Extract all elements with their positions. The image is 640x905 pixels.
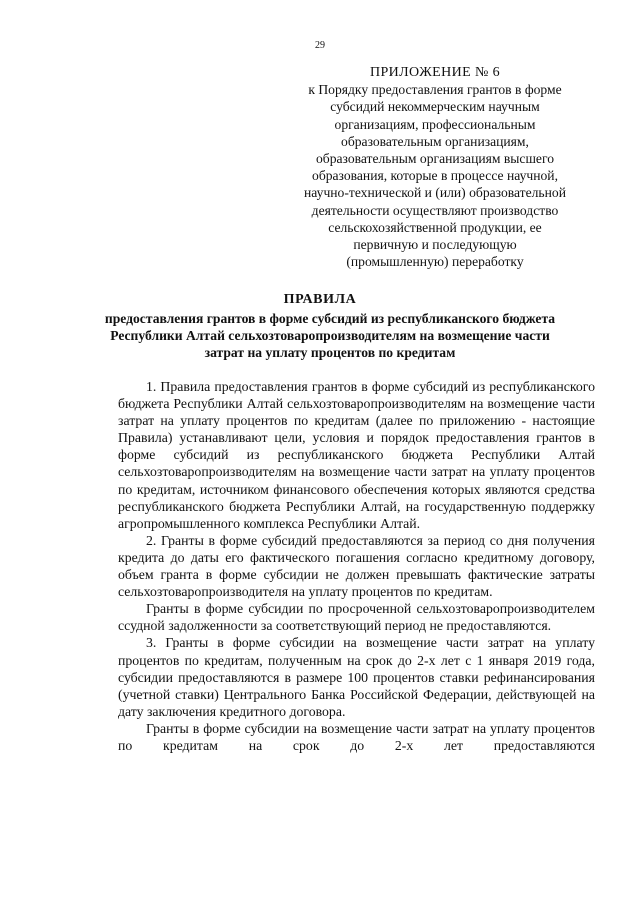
rules-title: ПРАВИЛА [283, 292, 357, 307]
rules-body [118, 378, 595, 754]
appendix-block [290, 64, 580, 270]
appendix-line: образования, которые в процессе научной, [312, 168, 558, 184]
page-number: 29 [315, 40, 325, 51]
appendix-line: образовательным организациям, [341, 133, 529, 149]
appendix-line: (промышленную) переработку [346, 254, 524, 270]
paragraph: Гранты в форме субсидии на возмещение части затрат на уплату процентов по кредитам на срок до 2-х лет предоставляются [118, 720, 595, 753]
paragraph: 3. Гранты в форме субсидии на возмещение части затрат на уплату процентов по кредитам, полученным на срок до 2-х лет с 1 января 2019 года, субсидии предоставляются в размере 100 процентов ставки рефинансирования (учетной ставки) Центрального Банка Российской Федерации, действующей на дату заключения кредитного договора. [118, 635, 595, 719]
appendix-title: ПРИЛОЖЕНИЕ № 6 [369, 65, 501, 80]
paragraph: Гранты в форме субсидии по просроченной сельхозтоваропроизводителем ссудной задолженности за соответствующий период не предоставляются. [118, 601, 595, 634]
appendix-line: научно-технической и (или) образовательной [304, 185, 566, 201]
appendix-line: к Порядку предоставления грантов в форме [308, 82, 562, 98]
appendix-line: сельскохозяйственной продукции, ее [328, 219, 542, 235]
rules-subtitle: предоставления грантов в форме субсидий из республиканского бюджета Республики Алтай сельхозтоваропроизводителям на возмещение части затрат на уплату процентов по кредитам [104, 311, 556, 360]
appendix-line: организациям, профессиональным [334, 116, 536, 132]
paragraph: 1. Правила предоставления грантов в форме субсидий из республиканского бюджета Республики Алтай сельхозтоваропроизводителям на возмещение части затрат на уплату процентов по кредитам (далее по приложению - настоящие Правила) устанавливают цели, условия и порядок предоставления грантов в форме субсидий из республиканского бюджета Республики Алтай сельхозтоваропроизводителям на возмещение части затрат на уплату процентов по кредитам, источником финансового обеспечения которых являются средства республиканского бюджета Республики Алтай, на государственную поддержку агропромышленного комплекса Республики Алтай. [118, 379, 595, 531]
appendix-line: образовательным организациям высшего [316, 151, 554, 167]
appendix-line: деятельности осуществляют производство [311, 202, 559, 218]
appendix-line: первичную и последующую [353, 237, 517, 253]
appendix-line: субсидий некоммерческим научным [330, 99, 540, 115]
paragraph: 2. Гранты в форме субсидий предоставляются за период со дня получения кредита до даты его фактического погашения согласно кредитному договору, объем гранта в форме субсидии не должен превышать фактические затраты сельхозтоваропроизводителя на уплату процентов по кредитам. [118, 532, 595, 600]
